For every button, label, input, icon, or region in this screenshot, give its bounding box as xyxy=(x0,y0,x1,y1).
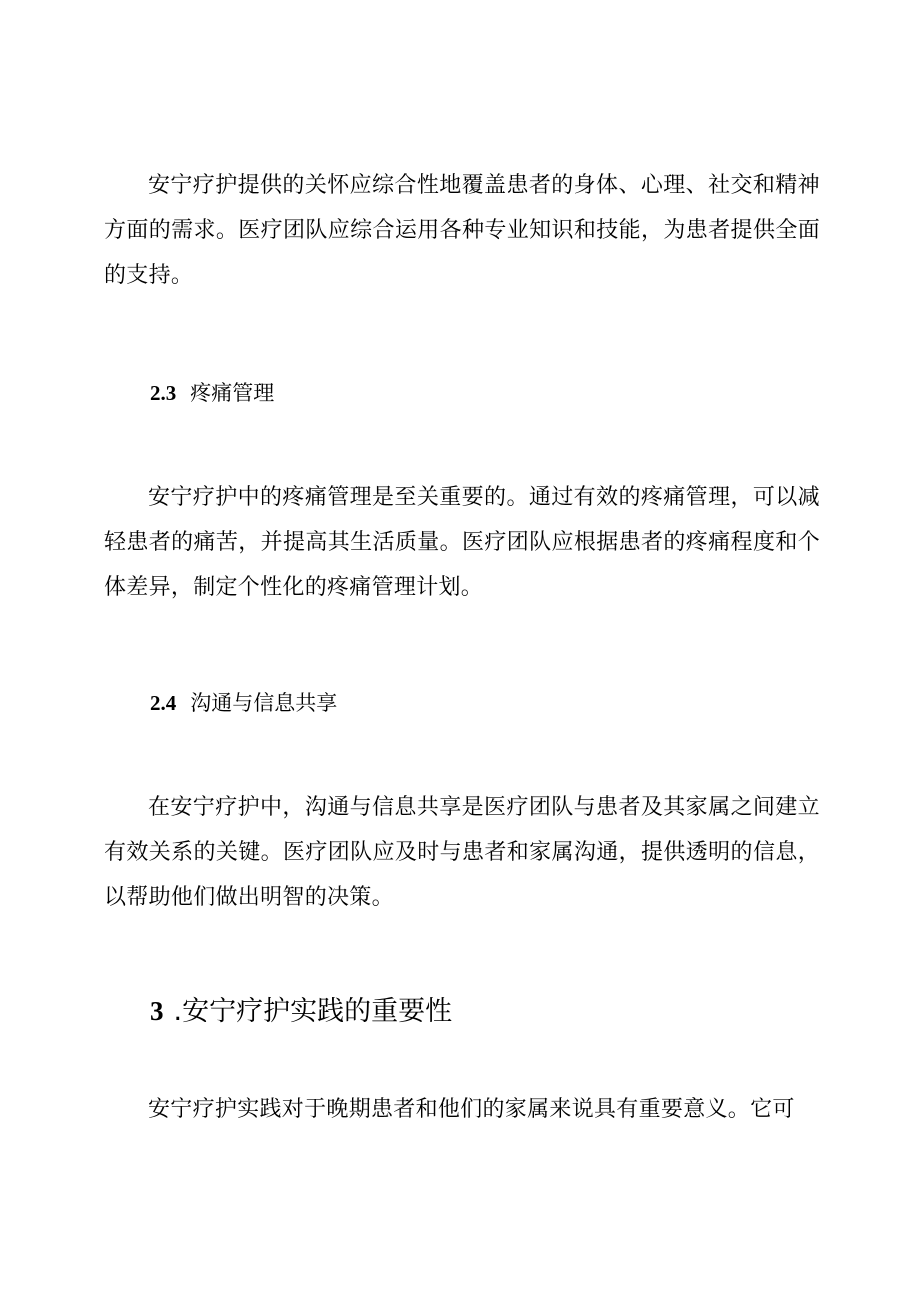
section-title: 疼痛管理 xyxy=(190,381,275,405)
section-title: 沟通与信息共享 xyxy=(190,691,338,715)
paragraph-communication: 在安宁疗护中，沟通与信息共享是医疗团队与患者及其家属之间建立有效关系的关键。医疗团队应及时与患者和家属沟通，提供透明的信息，以帮助他们做出明智的决策。 xyxy=(104,795,820,910)
section-heading-2-4 xyxy=(150,688,337,718)
paragraph-holistic-care: 安宁疗护提供的关怀应综合性地覆盖患者的身体、心理、社交和精神方面的需求。医疗团队应综合运用各种专业知识和技能，为患者提供全面的支持。 xyxy=(104,173,820,288)
section-heading-3 xyxy=(150,993,452,1030)
paragraph-importance: 安宁疗护实践对于晚期患者和他们的家属来说具有重要意义。它可 xyxy=(148,1097,795,1122)
section-title: .安宁疗护实践的重要性 xyxy=(173,996,453,1027)
paragraph-pain-management: 安宁疗护中的疼痛管理是至关重要的。通过有效的疼痛管理，可以减轻患者的痛苦，并提高其生活质量。医疗团队应根据患者的疼痛程度和个体差异，制定个性化的疼痛管理计划。 xyxy=(104,485,820,600)
section-number: 3 xyxy=(150,996,164,1026)
section-number: 2.4 xyxy=(150,691,177,715)
section-heading-2-3 xyxy=(150,378,274,408)
section-number: 2.3 xyxy=(150,381,177,405)
